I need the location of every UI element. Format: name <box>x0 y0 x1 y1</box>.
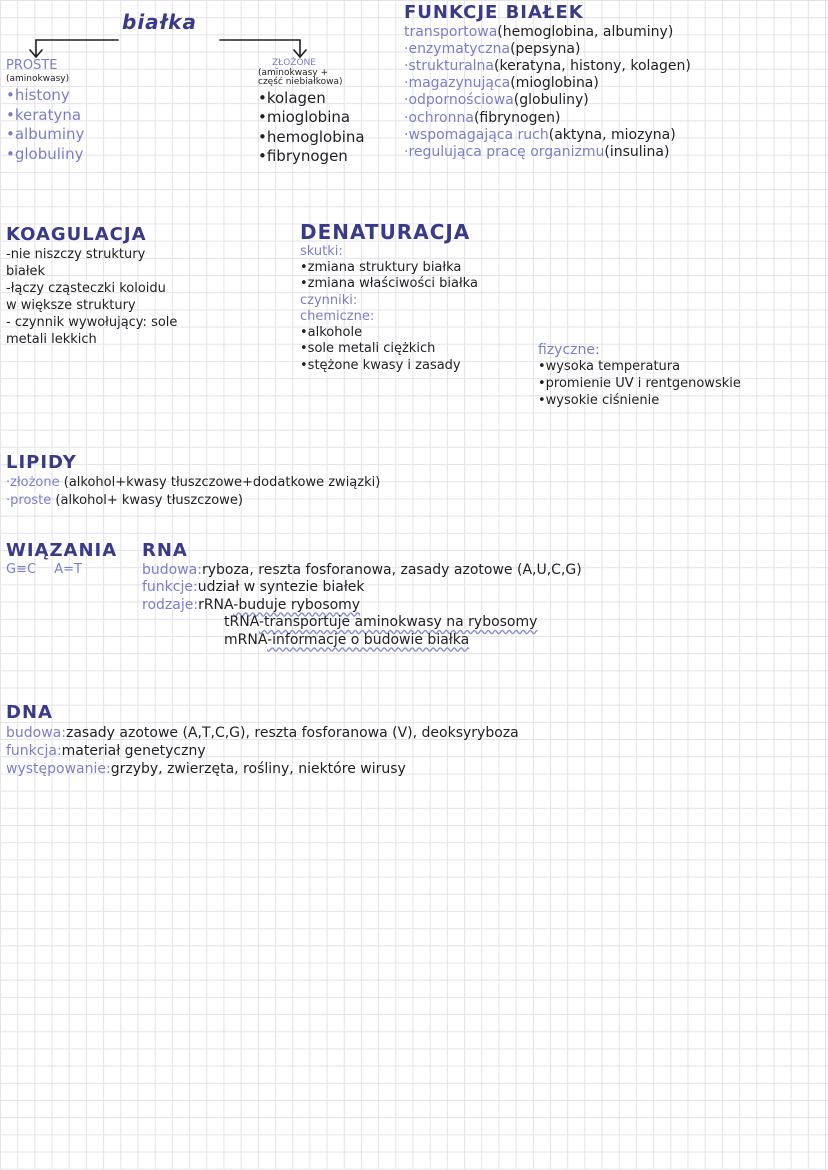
proste-section <box>6 58 84 164</box>
list-item: w większe struktury <box>6 298 136 314</box>
list-item: - czynnik wywołujący: sole <box>6 315 178 331</box>
wiazania-title: WIĄZANIA <box>6 540 118 561</box>
list-item: •keratyna <box>6 105 82 124</box>
chemiczne-list <box>300 325 478 376</box>
proste-label: PROSTE <box>6 58 58 73</box>
bialka-title: białka <box>122 10 197 34</box>
chemiczne-label: chemiczne: <box>300 308 375 324</box>
funkcje-section <box>404 2 691 161</box>
list-item: •hemoglobina <box>258 127 365 146</box>
list-item: ·odpornościowa(globuliny) <box>404 92 589 109</box>
list-item: •alkohole <box>300 324 363 340</box>
lipidy-zlozone: ·złożone (alkohol+kwasy tłuszczowe+dodatkowe związki) <box>6 474 381 490</box>
koagulacja-title: KOAGULACJA <box>6 224 147 245</box>
rna-title: RNA <box>142 540 188 561</box>
proste-note: (aminokwasy) <box>6 73 70 84</box>
rna-mrna: mRNA-informacje o budowie białka <box>224 631 470 648</box>
fizyczne-list <box>538 359 741 410</box>
list-item: ·regulująca pracę organizmu(insulina) <box>404 144 670 161</box>
rna-funkcje: funkcje:udział w syntezie białek <box>142 579 365 596</box>
list-item: •fibrynogen <box>258 147 348 166</box>
list-item: •mioglobina <box>258 108 351 127</box>
list-item: białek <box>6 263 46 279</box>
rna-budowa: budowa:ryboza, reszta fosforanowa, zasady azotowe (A,U,C,G) <box>142 561 582 578</box>
skutki-label: skutki: <box>300 244 343 259</box>
dna-funkcja: funkcja:materiał genetyczny <box>6 742 206 759</box>
list-item: ·wspomagająca ruch(aktyna, miozyna) <box>404 126 676 143</box>
list-item: -nie niszczy struktury <box>6 246 146 262</box>
funkcje-list <box>404 24 691 162</box>
funkcje-title: FUNKCJE BIAŁEK <box>404 2 584 23</box>
list-item: metali lekkich <box>6 332 97 348</box>
list-item: ·enzymatyczna(pepsyna) <box>404 40 581 57</box>
list-item: •albuminy <box>6 125 85 144</box>
lipidy-proste: ·proste (alkohol+ kwasy tłuszczowe) <box>6 492 243 508</box>
zlozone-list <box>258 89 365 167</box>
list-item: ·ochronna(fibrynogen) <box>404 109 561 126</box>
dna-budowa: budowa:zasady azotowe (A,T,C,G), reszta fosforanowa (V), deoksyryboza <box>6 724 519 741</box>
list-item: ·magazynująca(mioglobina) <box>404 75 599 92</box>
list-item: •globuliny <box>6 144 84 163</box>
zlozone-note-2: część niebiałkowa) <box>258 76 343 87</box>
fizyczne-section <box>538 342 741 409</box>
list-item: transportowa(hemoglobina, albuminy) <box>404 23 674 40</box>
wiazanie-gc: G≡C <box>6 561 37 577</box>
list-item: •sole metali ciężkich <box>300 341 436 357</box>
zlozone-label: ZŁOŻONE <box>272 58 316 68</box>
koagulacja-section <box>6 224 177 349</box>
list-item: •wysokie ciśnienie <box>538 392 660 408</box>
rna-trna: tRNA-transportuje aminokwasy na rybosomy <box>224 614 538 631</box>
fizyczne-label: fizyczne: <box>538 342 600 358</box>
list-item: -łączy cząsteczki koloidu <box>6 280 166 296</box>
list-item: •zmiana właściwości białka <box>300 276 478 292</box>
czynniki-label: czynniki: <box>300 293 358 309</box>
rna-section <box>142 540 582 649</box>
koagulacja-lines <box>6 246 177 349</box>
denaturacja-title: DENATURACJA <box>300 220 471 244</box>
proste-list <box>6 86 84 164</box>
list-item: •wysoka temperatura <box>538 358 681 374</box>
list-item: •promienie UV i rentgenowskie <box>538 375 741 391</box>
dna-wystepowanie: występowanie:grzyby, zwierzęta, rośliny, niektóre wirusy <box>6 760 406 777</box>
zlozone-note-1: (aminokwasy + <box>258 67 329 78</box>
list-item: ·strukturalna(keratyna, histony, kolagen) <box>404 58 691 75</box>
wiazanie-at: A=T <box>54 561 82 577</box>
list-item: •kolagen <box>258 88 326 107</box>
lipidy-title: LIPIDY <box>6 452 77 473</box>
list-item: •zmiana struktury białka <box>300 259 462 275</box>
skutki-list <box>300 260 478 294</box>
lipidy-section <box>6 452 380 510</box>
list-item: •stężone kwasy i zasady <box>300 358 461 374</box>
denaturacja-section <box>300 220 478 375</box>
zlozone-section <box>258 58 365 167</box>
dna-title: DNA <box>6 702 53 723</box>
rna-rodzaje: rodzaje:rRNA-buduje rybosomy <box>142 596 361 613</box>
dna-section <box>6 702 519 778</box>
wiazania-section <box>6 540 117 577</box>
list-item: •histony <box>6 86 70 105</box>
